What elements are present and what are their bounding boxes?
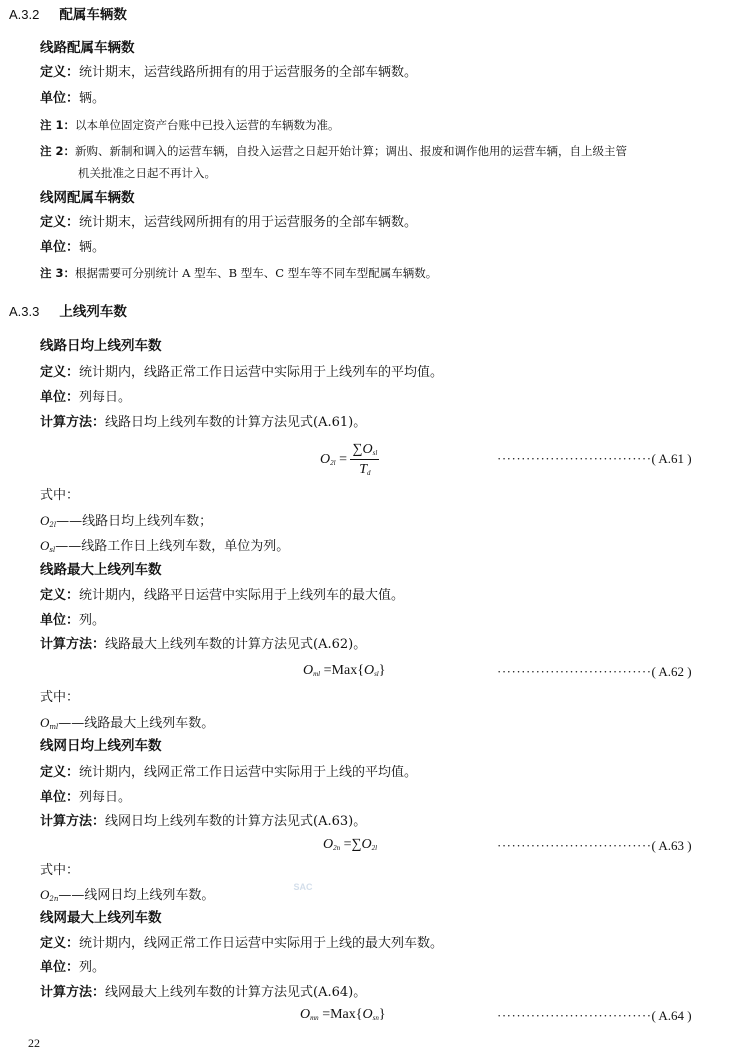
- calc-line-daily-avg: [40, 416, 366, 429]
- definition-text: 统计期内，线网正常工作日运营中实际用于上线的最大列车数。: [79, 936, 444, 951]
- definition-text: 统计期内，线路正常工作日运营中实际用于上线列车的平均值。: [79, 365, 444, 380]
- unit-label: 单位：: [40, 613, 80, 628]
- note-3: [40, 268, 437, 280]
- calc-label: 计算方法：: [40, 637, 106, 652]
- definition-label: 定义：: [40, 215, 80, 230]
- unit-line-max: [40, 614, 105, 627]
- calc-text: 线路最大上线列车数的计算方法见式(A.62)。: [105, 637, 367, 652]
- where-item: [40, 716, 214, 731]
- unit-network-fleet: [40, 241, 105, 254]
- definition-text: 统计期内，线网正常工作日运营中实际用于上线的平均值。: [79, 765, 418, 780]
- where-item: [40, 514, 212, 529]
- term-line-max: 线路最大上线列车数: [40, 562, 162, 578]
- note-label: 注 3：: [40, 266, 76, 280]
- equation-number-a63: [497, 839, 692, 852]
- note-text: 根据需要可分别统计 A 型车、B 型车、C 型车等不同车型配属车辆数。: [75, 266, 438, 280]
- definition-label: 定义：: [40, 588, 80, 603]
- section-heading-a32: [9, 6, 127, 23]
- equation-label: ( A.61 ): [651, 451, 692, 466]
- term-network-max: 线网最大上线列车数: [40, 910, 162, 926]
- unit-network-daily-avg: [40, 791, 131, 804]
- unit-label: 单位：: [40, 960, 80, 975]
- fraction-numerator: [350, 443, 379, 460]
- formula-equals: =: [322, 1007, 331, 1022]
- formula-symbol: O: [362, 1007, 373, 1022]
- term-line-fleet: 线路配属车辆数: [40, 40, 135, 56]
- formula-equals: =: [323, 663, 332, 678]
- term-line-daily-avg: 线路日均上线列车数: [40, 338, 162, 354]
- section-title: 上线列车数: [59, 304, 127, 320]
- term-network-fleet: 线网配属车辆数: [40, 190, 135, 206]
- fraction-denominator: [350, 460, 379, 477]
- left-brace: {: [357, 663, 364, 678]
- where-text: ——线网日均上线列车数。: [58, 888, 215, 903]
- formula-subscript: 2n: [49, 895, 59, 903]
- leader-dots: ································: [497, 1008, 652, 1023]
- formula-symbol: O: [300, 1007, 311, 1022]
- equation-label: ( A.62 ): [651, 664, 692, 679]
- unit-text: 列。: [79, 960, 106, 975]
- where-label: 式中：: [40, 488, 80, 503]
- calc-label: 计算方法：: [40, 985, 106, 1000]
- formula-symbol: O: [362, 442, 373, 457]
- note-1: [40, 120, 340, 132]
- unit-text: 列每日。: [79, 790, 132, 805]
- unit-label: 单位：: [40, 240, 80, 255]
- definition-line-max: [40, 589, 404, 602]
- unit-network-max: [40, 961, 105, 974]
- formula-subscript: 2n: [333, 844, 341, 852]
- definition-text: 统计期末，运营线路所拥有的用于运营服务的全部车辆数。: [79, 65, 418, 80]
- definition-line-fleet: [40, 66, 417, 79]
- section-number: A.3.2: [9, 7, 40, 22]
- unit-line-fleet: [40, 92, 105, 105]
- section-heading-a33: [9, 303, 127, 320]
- note-label: 注 1：: [40, 118, 76, 132]
- definition-line-daily-avg: [40, 366, 443, 379]
- calc-line-max: [40, 638, 366, 651]
- definition-label: 定义：: [40, 765, 80, 780]
- definition-label: 定义：: [40, 65, 80, 80]
- formula-a63: [323, 838, 377, 852]
- leader-dots: ································: [497, 664, 652, 679]
- formula-symbol: O: [40, 538, 50, 553]
- formula-equals: =: [343, 837, 352, 852]
- formula-subscript: sn: [372, 1014, 379, 1022]
- right-brace: }: [378, 663, 386, 678]
- unit-text: 列。: [79, 613, 106, 628]
- watermark-logo: SAC: [293, 882, 313, 892]
- where-text: ——线路最大上线列车数。: [58, 716, 215, 731]
- term-network-daily-avg: 线网日均上线列车数: [40, 738, 162, 754]
- page-number: 22: [28, 1036, 40, 1050]
- formula-symbol: O: [303, 663, 314, 678]
- note-text: 新购、新制和调入的运营车辆，自投入运营之日起开始计算；调出、报废和调作他用的运营车辆，自上级主管: [75, 144, 628, 158]
- formula-symbol: O: [40, 513, 50, 528]
- sigma-symbol: ∑: [352, 442, 363, 457]
- calc-text: 线网日均上线列车数的计算方法见式(A.63)。: [105, 814, 367, 829]
- formula-subscript: 2l: [371, 844, 378, 852]
- formula-fraction: [350, 443, 379, 477]
- note-text: 以本单位固定资产台账中已投入运营的车辆数为准。: [75, 118, 340, 132]
- max-function: Max: [330, 1007, 356, 1022]
- leader-dots: ································: [497, 451, 652, 466]
- calc-text: 线网最大上线列车数的计算方法见式(A.64)。: [105, 985, 367, 1000]
- formula-symbol: O: [40, 715, 50, 730]
- unit-text: 辆。: [79, 240, 106, 255]
- definition-label: 定义：: [40, 936, 80, 951]
- unit-text: 列每日。: [79, 390, 132, 405]
- formula-symbol: O: [40, 887, 50, 902]
- formula-subscript: sl: [49, 546, 56, 554]
- formula-symbol: O: [363, 663, 375, 678]
- formula-subscript: sl: [374, 670, 379, 678]
- formula-symbol: T: [359, 462, 368, 477]
- note-2-continuation: 机关批准之日起不再计入。: [78, 166, 216, 180]
- equation-number-a62: [497, 665, 692, 678]
- formula-subscript: d: [367, 469, 371, 477]
- formula-subscript: 2l: [49, 521, 57, 529]
- left-brace: {: [355, 1007, 363, 1022]
- formula-symbol: O: [361, 837, 372, 852]
- definition-text: 统计期末，运营线网所拥有的用于运营服务的全部车辆数。: [79, 215, 418, 230]
- unit-line-daily-avg: [40, 391, 131, 404]
- where-item: [40, 888, 214, 903]
- formula-subscript: sl: [372, 449, 378, 457]
- formula-subscript: 2l: [330, 459, 336, 468]
- equation-label: ( A.64 ): [651, 1008, 692, 1023]
- section-number: A.3.3: [9, 304, 40, 319]
- definition-network-max: [40, 937, 443, 950]
- definition-network-daily-avg: [40, 766, 417, 779]
- formula-a61: [320, 443, 379, 477]
- formula-subscript: ml: [49, 723, 59, 731]
- definition-text: 统计期内，线路平日运营中实际用于上线列车的最大值。: [79, 588, 405, 603]
- leader-dots: ································: [497, 838, 652, 853]
- definition-label: 定义：: [40, 365, 80, 380]
- formula-symbol: O: [323, 837, 334, 852]
- where-label: 式中：: [40, 863, 80, 878]
- sigma-symbol: ∑: [351, 837, 362, 852]
- formula-equals: =: [339, 452, 347, 468]
- calc-network-daily-avg: [40, 815, 366, 828]
- max-function: Max: [331, 663, 358, 678]
- calc-network-max: [40, 986, 366, 999]
- formula-a62: [303, 664, 385, 678]
- where-label: 式中：: [40, 690, 80, 705]
- formula-a64: [300, 1008, 386, 1022]
- formula-symbol: O: [320, 452, 331, 468]
- where-item: [40, 539, 289, 554]
- formula-subscript: ml: [313, 670, 321, 678]
- equation-number-a64: [497, 1009, 692, 1022]
- unit-label: 单位：: [40, 390, 80, 405]
- unit-text: 辆。: [79, 91, 106, 106]
- note-label: 注 2：: [40, 144, 76, 158]
- definition-network-fleet: [40, 216, 417, 229]
- unit-label: 单位：: [40, 91, 80, 106]
- right-brace: }: [378, 1007, 386, 1022]
- unit-label: 单位：: [40, 790, 80, 805]
- note-2: [40, 146, 627, 158]
- where-text: ——线路工作日上线列车数，单位为列。: [55, 539, 290, 554]
- formula-subscript: mn: [310, 1014, 319, 1022]
- calc-text: 线路日均上线列车数的计算方法见式(A.61)。: [105, 415, 367, 430]
- calc-label: 计算方法：: [40, 415, 106, 430]
- where-text: ——线路日均上线列车数；: [56, 514, 213, 529]
- equation-number-a61: [497, 452, 692, 465]
- equation-label: ( A.63 ): [651, 838, 692, 853]
- section-title: 配属车辆数: [59, 7, 127, 23]
- calc-label: 计算方法：: [40, 814, 106, 829]
